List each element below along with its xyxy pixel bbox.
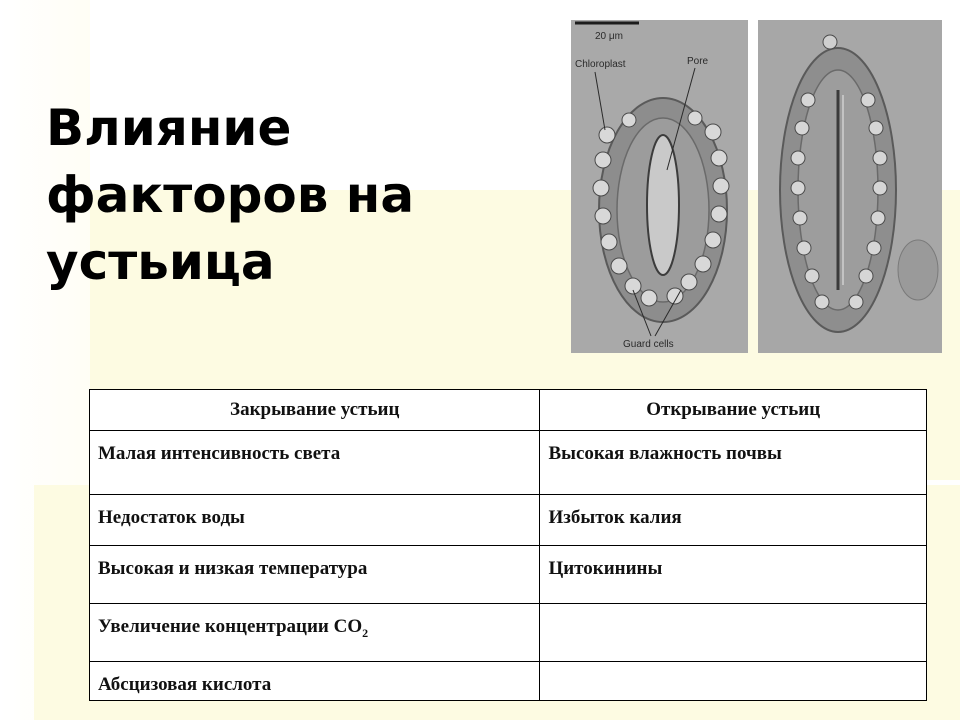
table-row (90, 431, 927, 495)
closing-factor: Абсцизовая кислота (90, 662, 540, 701)
co2-text: Увеличение концентрации CO (98, 616, 363, 637)
stoma-open-micrograph (571, 20, 748, 353)
opening-factor: Цитокинины (540, 546, 927, 604)
closing-factor-co2 (90, 604, 540, 662)
scale-bar-label: 20 μm (595, 31, 623, 42)
opening-factor: Избыток калия (540, 495, 927, 546)
header-opening: Открывание устьиц (540, 390, 927, 431)
chloroplast-label: Chloroplast (575, 59, 626, 70)
guard-cells-label: Guard cells (623, 339, 674, 350)
pore-label: Pore (687, 56, 709, 67)
table-row (90, 495, 927, 546)
stoma-open-image (571, 20, 748, 353)
table-row (90, 546, 927, 604)
opening-factor: Высокая влажность почвы (540, 431, 927, 495)
table-row (90, 604, 927, 662)
header-closing: Закрывание устьиц (90, 390, 540, 431)
stoma-closed-micrograph (758, 20, 942, 353)
slide-title: Влияние факторов на устьица (46, 99, 415, 291)
stomata-factors-table (89, 389, 927, 701)
closing-factor: Высокая и низкая температура (90, 546, 540, 604)
closing-factor: Недостаток воды (90, 495, 540, 546)
opening-factor (540, 662, 927, 701)
table-header-row (90, 390, 927, 431)
opening-factor (540, 604, 927, 662)
closing-factor: Малая интенсивность света (90, 431, 540, 495)
co2-subscript: 2 (362, 625, 369, 640)
stoma-closed-image (758, 20, 942, 353)
table-row (90, 662, 927, 701)
